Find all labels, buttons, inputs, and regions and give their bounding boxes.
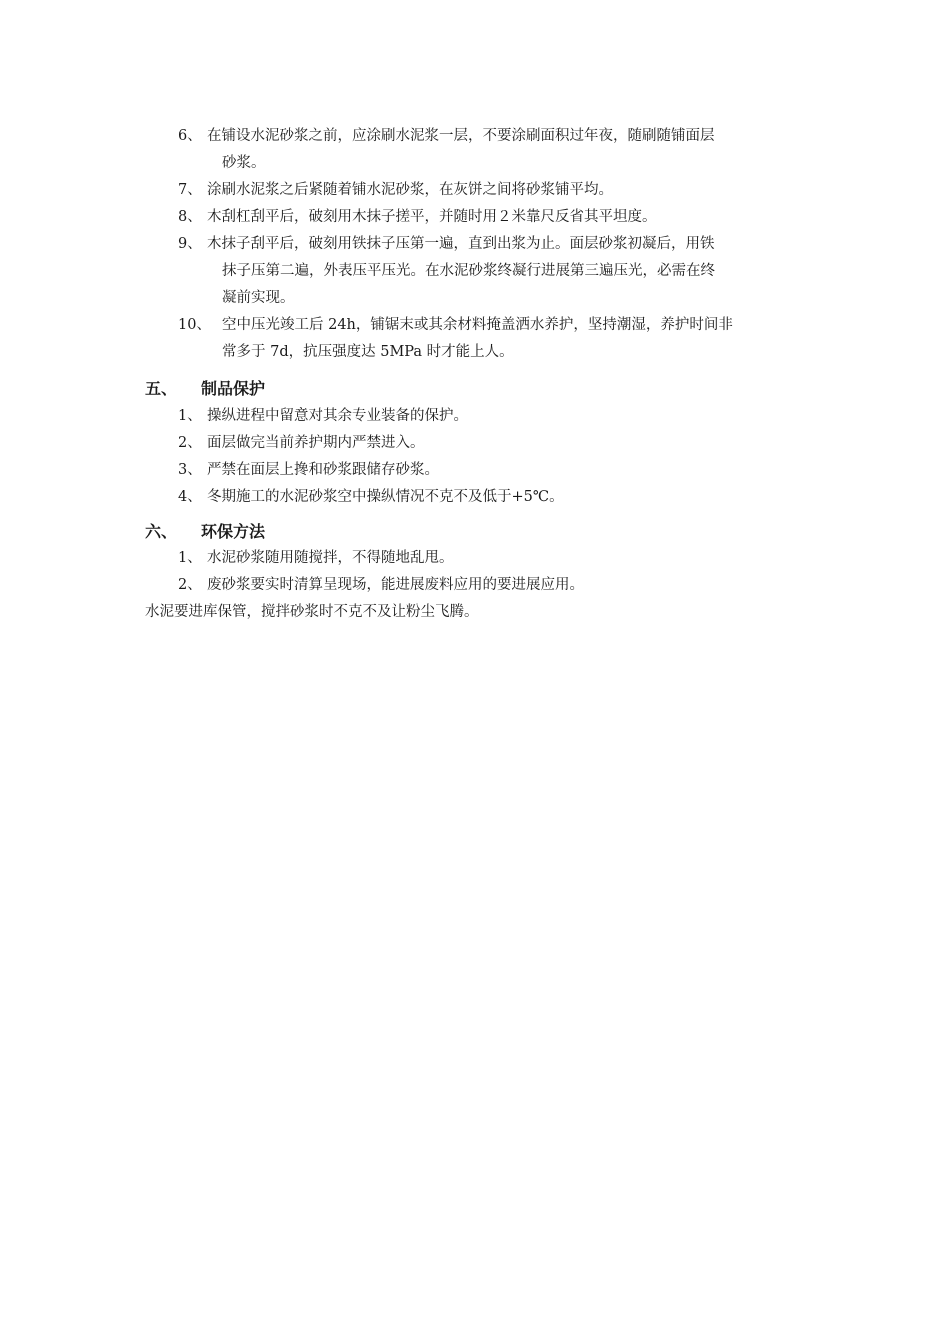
item-number: 10、 <box>178 317 211 333</box>
item-text: 涂刷水泥浆之后紧随着铺水泥砂浆，在灰饼之间将砂浆铺平均。 <box>207 182 613 198</box>
item-text: 木刮杠刮平后，破刻用木抹子搓平，并随时用２米靠尺反省其平坦度。 <box>207 209 657 225</box>
section-heading-six <box>145 518 265 546</box>
item-continuation: 常多于 7d，抗压强度达 5MPa 时才能上人。 <box>222 344 514 360</box>
item-number: 2、 <box>178 435 202 451</box>
item-text: 在铺设水泥砂浆之前，应涂刷水泥浆一层，不要涂刷面积过年夜，随刷随铺面层 <box>207 128 715 144</box>
item-continuation: 凝前实现。 <box>222 290 295 306</box>
item-text: 水泥砂浆随用随搅拌，不得随地乱甩。 <box>207 550 454 566</box>
list-item <box>178 484 564 511</box>
item-text: 木抹子刮平后，破刻用铁抹子压第一遍，直到出浆为止。面层砂浆初凝后，用铁 <box>207 236 715 252</box>
item-continuation: 抹子压第二遍，外表压平压光。在水泥砂浆终凝行进展第三遍压光，必需在终 <box>222 263 715 279</box>
item-text: 严禁在面层上搀和砂浆跟储存砂浆。 <box>207 462 439 478</box>
list-item <box>178 457 439 484</box>
section-title: 环保方法 <box>201 522 266 541</box>
item-number: 8、 <box>178 209 202 225</box>
list-item <box>178 430 425 457</box>
item-text: 废砂浆要实时清算呈现场，能进展废料应用的要进展应用。 <box>207 577 584 593</box>
item-number: 2、 <box>178 577 202 593</box>
item-text: 冬期施工的水泥砂浆空中操纵情况不克不及低于+5℃。 <box>207 489 564 505</box>
paragraph-text: 水泥要进库保管，搅拌砂浆时不克不及让粉尘飞腾。 <box>145 604 479 620</box>
item-number: 7、 <box>178 182 202 198</box>
section-heading-five <box>145 375 265 403</box>
item-number: 9、 <box>178 236 202 252</box>
item-number: 3、 <box>178 462 202 478</box>
section-number: 五、 <box>145 379 178 398</box>
list-item <box>178 545 454 572</box>
item-number: 1、 <box>178 408 202 424</box>
list-item-7 <box>178 177 613 204</box>
item-number: 1、 <box>178 550 202 566</box>
item-continuation: 砂浆。 <box>222 155 266 171</box>
item-text: 空中压光竣工后 24h，铺锯末或其余材料掩盖洒水养护，坚持潮湿，养护时间非 <box>222 317 733 333</box>
list-item <box>178 403 468 430</box>
list-item-8 <box>178 204 657 231</box>
list-item-6 <box>178 123 715 150</box>
item-text: 面层做完当前养护期内严禁进入。 <box>207 435 425 451</box>
item-number: 6、 <box>178 128 202 144</box>
list-item-9 <box>178 231 715 258</box>
list-item-10 <box>178 312 733 339</box>
item-number: 4、 <box>178 489 202 505</box>
section-number: 六、 <box>145 522 178 541</box>
section-title: 制品保护 <box>201 379 266 398</box>
list-item <box>178 572 584 599</box>
item-text: 操纵进程中留意对其余专业装备的保护。 <box>207 408 468 424</box>
